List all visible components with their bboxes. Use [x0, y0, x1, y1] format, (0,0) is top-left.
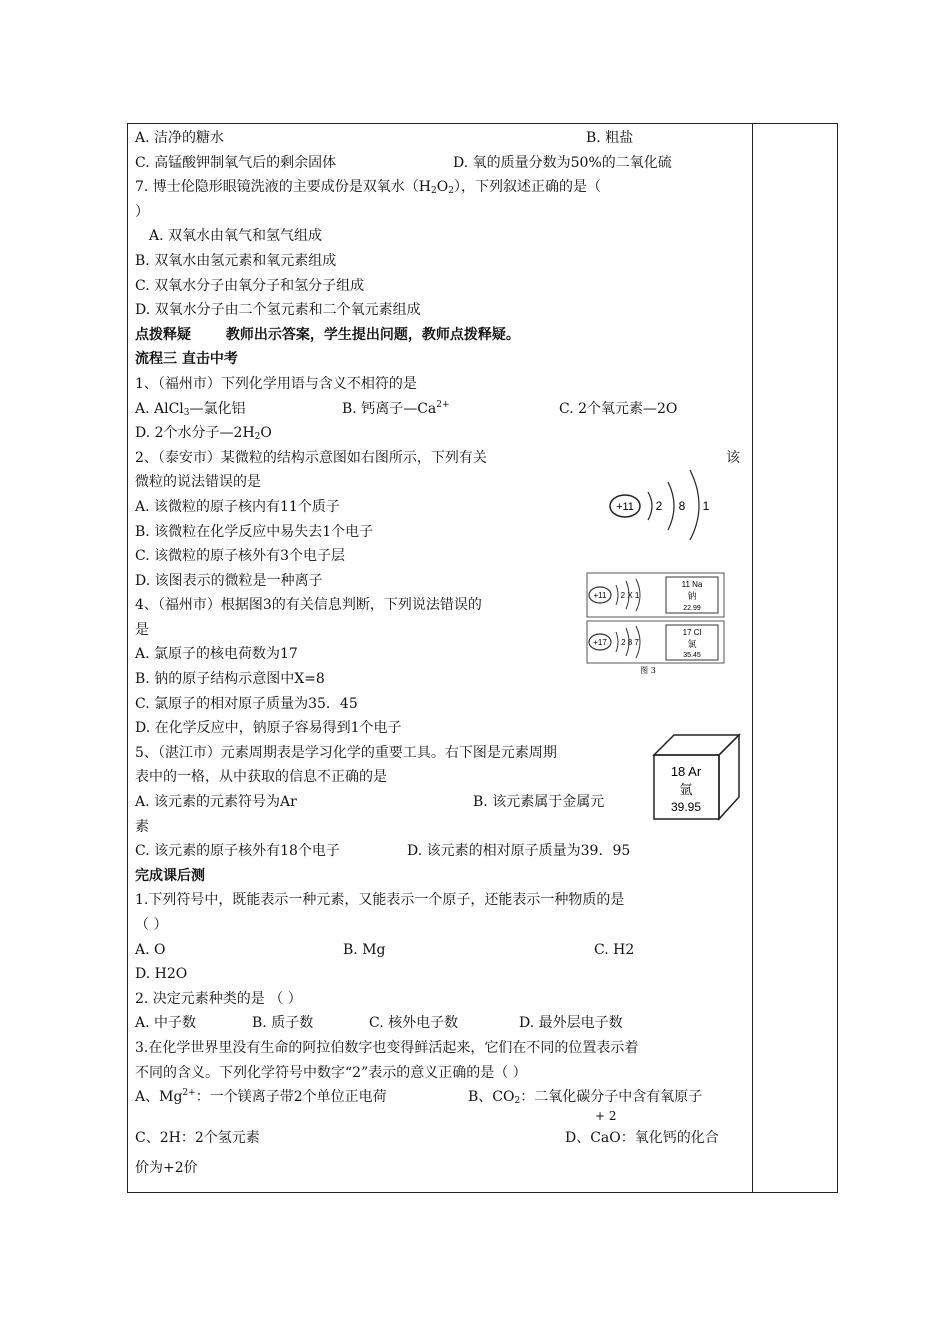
ac-q3-stem: 3.在化学世界里没有生命的阿拉伯数字也变得鲜活起来，它们在不同的位置表示着: [135, 1039, 639, 1056]
cq1-option-a: [135, 401, 246, 417]
ac-q3-options-cd: [135, 1110, 747, 1156]
q7-stem: [135, 175, 747, 200]
ac-q3-b-text: B、CO: [468, 1089, 515, 1106]
ac-q2-option-c: C. 核外电子数: [369, 1015, 459, 1032]
cl-nucleus-label: +17: [593, 638, 607, 647]
cq2-option-a: A. 该微粒的原子核内有11个质子: [135, 498, 340, 515]
ac-q2-option-d: D. 最外层电子数: [519, 1015, 623, 1032]
cl-mass: 35.45: [683, 652, 701, 659]
cq5-option-b-cont: 素: [135, 818, 149, 835]
ar-mass: 39.95: [670, 800, 702, 814]
cq4-option-b: B. 钠的原子结构示意图中X=8: [135, 671, 325, 688]
cq4-option-c: C. 氯原子的相对原子质量为35．45: [135, 695, 358, 712]
cl-name: 氯: [687, 640, 697, 650]
argon-element-box: [652, 733, 742, 821]
q7-option-b: B. 双氧水由氢元素和氧元素组成: [135, 252, 337, 269]
cq4-option-a: A. 氯原子的核电荷数为17: [135, 646, 298, 663]
cq4-stem-2: 是: [135, 621, 149, 638]
cq2-stem-text: 2、（泰安市）某微粒的结构示意图如右图所示，下列有关: [135, 449, 487, 466]
ac-q2-stem: 2. 决定元素种类的是 （ ）: [135, 990, 302, 1007]
shell-arc-2: [668, 482, 674, 530]
ac-q3-option-a: [135, 1089, 387, 1105]
q7-stem-tail: ），下列叙述正确的是（: [453, 179, 601, 196]
cq5-stem: 5、（湛江市）元素周期表是学习化学的重要工具。右下图是元素周期: [135, 744, 557, 761]
ac-q3-stem-2: 不同的含义。下列化学符号中数字“2”表示的意义正确的是（ ）: [135, 1064, 527, 1081]
ac-q3-option-d-cont: 价为+2价: [135, 1159, 198, 1176]
cq5-option-c: C. 该元素的原子核外有18个电子: [135, 843, 340, 860]
cl-num-sym: 17 Cl: [682, 628, 702, 637]
q6-option-b: B. 粗盐: [586, 130, 634, 146]
shell-count-1: 2: [655, 499, 663, 513]
cq2-stem-2: 微粒的说法错误的是: [135, 474, 261, 491]
q6-option-c: C. 高锰酸钾制氧气后的剩余固体: [135, 154, 337, 171]
cq5-option-b: B. 该元素属于金属元: [473, 794, 605, 811]
ac-q1-stem: 1.下列符号中，既能表示一种元素，又能表示一个原子，还能表示一种物质的是: [135, 892, 625, 909]
q7-sub-1: 2: [431, 186, 437, 197]
ac-q3-option-b: [468, 1085, 702, 1110]
cq1-d-tail: O: [260, 425, 272, 442]
fig3-cl-panel: [587, 621, 724, 663]
valence-mark: + 2: [595, 1108, 617, 1123]
cq1-a-sub: 3: [183, 407, 190, 418]
ac-q3-options-ab: [135, 1085, 747, 1110]
ar-name: 氩: [679, 783, 693, 798]
shell-count-2: 8: [678, 499, 686, 513]
cq1-option-b: [342, 397, 450, 422]
ac-q2-option-b: B. 质子数: [252, 1015, 314, 1032]
cq5-options-cd: [135, 839, 747, 864]
ac-q2-option-a: A. 中子数: [135, 1015, 197, 1032]
q7-sub-2: 2: [448, 186, 454, 197]
guide-text: 教师出示答案，学生提出问题，教师点拨释疑。: [225, 326, 520, 343]
ac-q2-options: [135, 1011, 747, 1036]
box-top: [654, 735, 739, 755]
q6-options-row1: [135, 126, 747, 151]
guide-label: 点拨释疑: [135, 326, 191, 343]
cq1-option-c: C. 2个氧元素—2O: [559, 400, 678, 417]
ac-q3-option-c: C、2H：2个氢元素: [135, 1129, 260, 1146]
ac-q3-b-tail: ：二氧化碳分子中含有氧原子: [520, 1089, 703, 1106]
cl-shell-counts: 2 8 7: [621, 638, 639, 647]
cq5-option-d: D. 该元素的相对原子质量为39．95: [407, 843, 631, 860]
ac-q1-paren: （ ）: [135, 917, 168, 933]
ac-q3-a-sup: 2+: [182, 1088, 196, 1099]
cq4-stem: 4、（福州市）根据图3的有关信息判断，下列说法错误的: [135, 597, 482, 614]
cq2-stem-end: 该: [726, 449, 740, 466]
q6-option-d: D. 氧的质量分数为50%的二氧化硫: [453, 154, 672, 171]
fig3-caption: 图 3: [640, 666, 656, 675]
q7-stem-text: 7. 博士伦隐形眼镜洗液的主要成份是双氧水（H: [135, 179, 432, 196]
q6-options-row2: [135, 151, 747, 176]
cq2-option-d: D. 该图表示的微粒是一种离子: [135, 572, 323, 589]
figure-3: [586, 571, 726, 677]
q7-close-paren: ）: [135, 203, 149, 220]
na-shell-counts: 2 X 1: [620, 591, 640, 600]
ac-q3-a-tail: ：一个镁离子带2个单位正电荷: [195, 1089, 387, 1106]
atom-structure-diagram: [604, 460, 719, 542]
cq1-d-text: D. 2个水分子—2H: [135, 425, 255, 442]
q7-formula-o: O: [436, 179, 449, 196]
shell-arc-1: [648, 492, 652, 520]
cq1-b-sup: 2+: [436, 399, 450, 410]
guide-line: [135, 323, 747, 348]
ar-num-sym: 18 Ar: [670, 764, 702, 779]
q7-option-a: A. 双氧水由氧气和氢气组成: [149, 228, 323, 245]
ac-q1-options: [135, 938, 747, 963]
cq2-option-b: B. 该微粒在化学反应中易失去1个电子: [135, 523, 374, 540]
cq2-option-c: C. 该微粒的原子核外有3个电子层: [135, 548, 346, 565]
nucleus-label: +11: [616, 501, 634, 513]
ac-q3-option-d: D、CaO：氧化钙的化合: [565, 1129, 719, 1146]
box-side: [719, 735, 739, 819]
cq5-option-a: A. 该元素的元素符号为Ar: [135, 794, 297, 811]
q7-option-d: D. 双氧水分子由二个氢元素和二个氧元素组成: [135, 302, 421, 319]
cq1-a-tail: —氯化铝: [189, 400, 246, 417]
na-nucleus-label: +11: [593, 591, 607, 600]
flow3-title: 流程三 直击中考: [135, 351, 238, 368]
na-mass: 22.99: [683, 605, 701, 612]
cq4-option-d: D. 在化学反应中，钠原子容易得到1个电子: [135, 720, 402, 737]
na-num-sym: 11 Na: [681, 580, 703, 589]
cq1-b-text: B. 钙离子—Ca: [342, 400, 437, 417]
fig3-na-panel: [587, 573, 724, 617]
ac-q1-option-a: A. O: [135, 941, 166, 958]
cq1-options: [135, 397, 747, 422]
cq5-stem-2: 表中的一格，从中获取的信息不正确的是: [135, 769, 387, 786]
ac-q3-a-text: A、Mg: [135, 1089, 183, 1106]
ac-q1-option-b: B. Mg: [343, 941, 386, 958]
cq1-stem: 1、（福州市）下列化学用语与含义不相符的是: [135, 375, 417, 392]
ac-q3-b-sub: 2: [514, 1096, 521, 1107]
ac-q1-option-c: C. H2: [594, 941, 635, 958]
column-divider: [752, 123, 753, 1193]
after-class-title: 完成课后测: [135, 867, 205, 884]
q7-option-c: C. 双氧水分子由氧分子和氢分子组成: [135, 277, 365, 294]
cq1-option-d: [135, 421, 747, 446]
shell-arc-3: [690, 470, 699, 540]
shell-count-3: 1: [702, 499, 710, 513]
cq1-d-sub: 2: [254, 432, 261, 443]
ac-q1-option-d: D. H2O: [135, 966, 188, 983]
na-name: 钠: [687, 592, 697, 602]
cq1-a-text: A. AlCl: [135, 400, 184, 417]
q6-option-a: A. 洁净的糖水: [135, 130, 225, 146]
